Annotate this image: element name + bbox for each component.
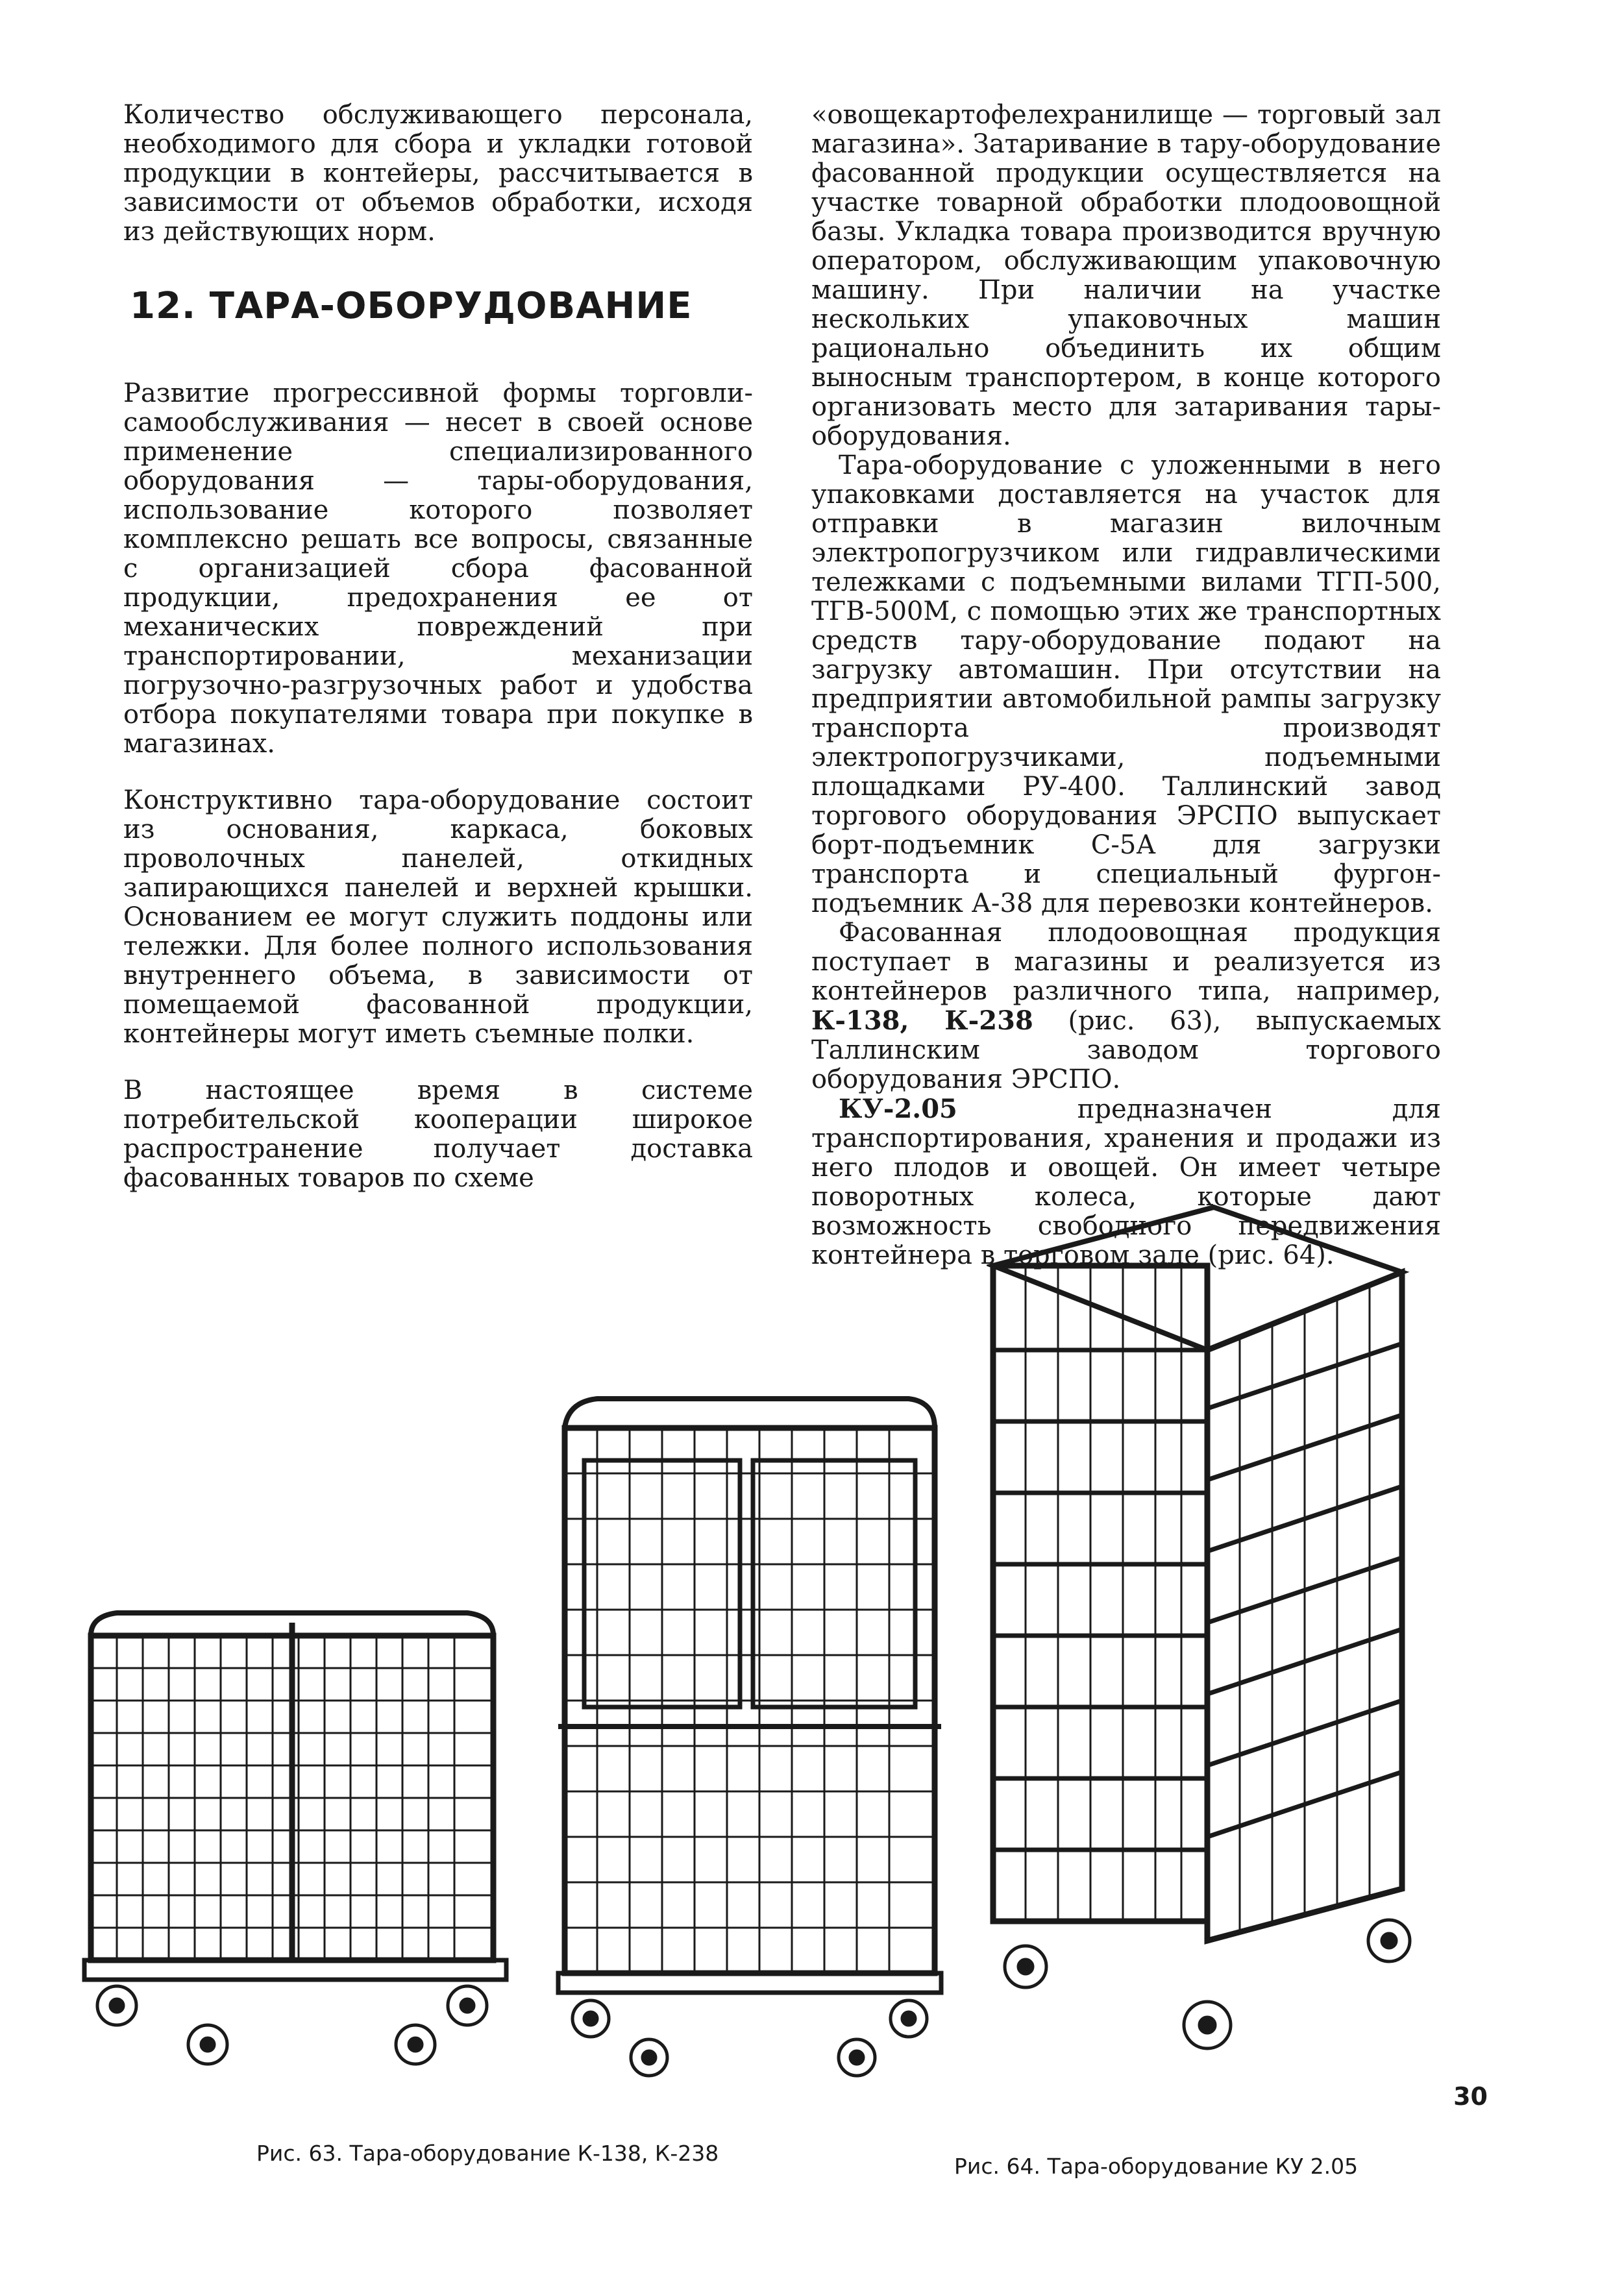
- paragraph-transport: Тара-оборудование с уложенными в него упаковками доставляется на участок для отправки в магазин вилочным электропогрузчиком или гидравлическими тележками с подъемными вилами ТГП-500, ТГВ-500М, с помощью этих же транспортных средств тару-оборудование подают на загрузку автомашин. При отсутствии на предприятии автомобильной рампы загрузку транспорта производят электропогрузчиками, подъемными площадками РУ-400. Таллинский завод торгового оборудования ЭРСПО выпускает борт-подъемник С-5А для загрузки транспорта и специальный фургон-подъемник А-38 для перевозки контейнеров.: [811, 450, 1441, 918]
- paragraph-warehouse: «овощекартофелехранилище — торговый зал магазина». Затаривание в тару-оборудование фасованной продукции осуществляется на участке товарной обработки плодоовощной базы. Укладка товара производится вручную оператором, обслуживающим упаковочную машину. При наличии на участке нескольких упаковочных машин рационально объединить их общим выносным транспортером, в конце которого организовать место для затаривания тары-оборудования.: [811, 100, 1441, 451]
- paragraph-shops: Фасованная плодоовощная продукция поступает в магазины и реализуется из контейнеров различного типа, например, К-138, К-238 (рис. 63), выпускаемых Таллинским заводом торгового оборудования ЭРСПО.: [811, 918, 1441, 1094]
- figure-63-illustration: [78, 1389, 961, 2129]
- right-column: [811, 101, 1441, 1270]
- page-number: 30: [1453, 2082, 1488, 2111]
- figure-63-caption: Рис. 63. Тара-оборудование К-138, К-238: [256, 2141, 719, 2166]
- model-ku205: КУ-2.05: [839, 1094, 957, 1124]
- paragraph-construction: Конструктивно тара-оборудование состоит из основания, каркаса, боковых проволочных панелей, откидных запирающихся панелей и верхней крышки. Основанием ее могут служить поддоны или тележки. Для более полного использования внутреннего объема, в зависимости от помещаемой фасованной продукции, контейнеры могут иметь съемные полки.: [123, 785, 753, 1049]
- paragraph-development: Развитие прогрессивной формы торговли-самообслуживания — несет в своей основе применение специализированного оборудования — тары-оборудования, использование которого позволяет комплексно решать все вопросы, связанные с организацией сбора фасованной продукции, предохранения ее от механических повреждений при транспортировании, механизации погрузочно-разгрузочных работ и удобства отбора покупателями товара при покупке в магазинах.: [123, 378, 753, 759]
- container-ku205: [993, 1207, 1410, 2048]
- figure-64-illustration: [987, 1188, 1480, 2109]
- model-k138-k238: К-138, К-238: [811, 1005, 1033, 1036]
- paragraph-delivery: В настоящее время в системе потребительской кооперации широкое распространение получает доставка фасованных товаров по схеме: [123, 1075, 753, 1193]
- intro-paragraph: Количество обслуживающего персонала, необходимого для сбора и укладки готовой продукции в контейеры, рассчитывается в зависимости от объемов обработки, исходя из действующих норм.: [123, 100, 753, 247]
- container-k238: [558, 1399, 941, 2076]
- paragraph-ku205: КУ-2.05 предназначен для транспортирования, хранения и продажи из него плодов и овощей. Он имеет четыре поворотных колеса, которые дают возможность свободного передвижения контейнера в торговом зале (рис. 64).: [811, 1094, 1441, 1270]
- section-heading: 12. ТАРА-ОБОРУДОВАНИЕ: [130, 285, 693, 327]
- container-k138: [84, 1613, 506, 2064]
- left-column: [123, 101, 753, 1220]
- figure-64-caption: Рис. 64. Тара-оборудование КУ 2.05: [954, 2154, 1359, 2179]
